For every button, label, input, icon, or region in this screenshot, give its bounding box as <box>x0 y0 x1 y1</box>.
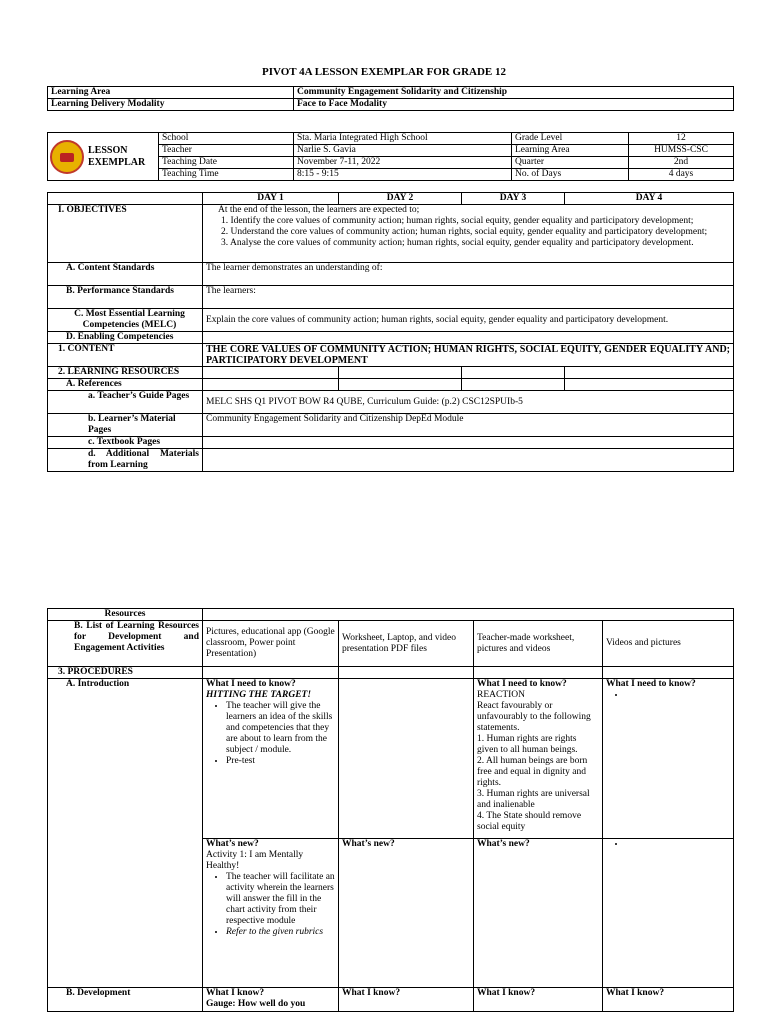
learners-material-label: b. Learner’s Material Pages <box>48 414 203 437</box>
day1-development <box>203 988 339 1012</box>
modality-label: Learning Delivery Modality <box>48 99 294 111</box>
day1-whats-new <box>203 839 339 988</box>
learning-area-label: Learning Area <box>48 87 294 99</box>
list-item: • Pre-test <box>226 756 335 767</box>
content-label: 1. CONTENT <box>48 344 203 367</box>
day1-intro-subheading: HITTING THE TARGET! <box>206 690 312 700</box>
day3-intro-line: React favourably or unfavourably to the following statements. <box>477 701 591 733</box>
content-value: THE CORE VALUES OF COMMUNITY ACTION; HUMAN RIGHTS, SOCIAL EQUITY, GENDER EQUALITY AND; PARTICIPATORY DEVELOPMENT <box>203 344 734 367</box>
objective-item: 1. Identify the core values of community action; human rights, social equity, gender equality and participatory development; <box>221 216 694 226</box>
day4-introduction <box>603 679 734 839</box>
day1-new-heading: What’s new? <box>206 839 259 849</box>
grade-value: 12 <box>629 133 734 145</box>
list-resources-label: B. List of Learning Resources for Development and Engagement Activities <box>48 621 203 667</box>
area-label: Learning Area <box>512 145 629 157</box>
list-resources-day2: Worksheet, Laptop, and video presentation PDF files <box>339 621 474 667</box>
list-item: • The teacher will facilitate an activity wherein the learners will answer the fill in the chart activity from their respective module <box>226 872 335 927</box>
day3-intro-line: 1. Human rights are rights given to all human beings. <box>477 734 578 755</box>
performance-standards-label: B. Performance Standards <box>48 286 203 309</box>
day1-header: DAY 1 <box>203 193 339 205</box>
procedures-label: 3. PROCEDURES <box>48 667 203 679</box>
day4-new-bullets <box>606 839 730 850</box>
header-table <box>47 86 734 111</box>
quarter-value: 2nd <box>629 157 734 169</box>
day3-intro-heading: What I need to know? <box>477 679 567 689</box>
day3-header: DAY 3 <box>462 193 565 205</box>
info-table <box>47 132 734 181</box>
day4-header: DAY 4 <box>565 193 734 205</box>
modality-value: Face to Face Modality <box>294 99 734 111</box>
resources-continued-label: Resources <box>48 609 203 621</box>
melc-value: Explain the core values of community action; human rights, social equity, gender equality and participatory development. <box>203 309 734 332</box>
day1-dev-heading: What I know? <box>206 988 265 998</box>
additional-materials-label: d. Additional Materials from Learning <box>48 449 203 472</box>
lesson-table-part2 <box>47 608 734 1012</box>
development-label: B. Development <box>48 988 203 1012</box>
introduction-label: A. Introduction <box>48 679 203 988</box>
list-resources-day3: Teacher-made worksheet, pictures and videos <box>474 621 603 667</box>
lesson-exemplar-cell <box>48 133 159 181</box>
list-resources-day1: Pictures, educational app (Google classroom, Power point Presentation) <box>203 621 339 667</box>
day3-introduction <box>474 679 603 839</box>
learners-material-value: Community Engagement Solidarity and Citizenship DepEd Module <box>203 414 734 437</box>
day4-intro-heading: What I need to know? <box>606 679 696 689</box>
textbook-label: c. Textbook Pages <box>48 437 203 449</box>
list-item <box>626 690 730 701</box>
day1-dev-subheading: Gauge: How well do you <box>206 999 306 1009</box>
area-value: HUMSS-CSC <box>629 145 734 157</box>
time-label: Teaching Time <box>159 169 294 181</box>
references-label: A. References <box>48 379 203 391</box>
day1-new-bullets <box>206 872 335 938</box>
objectives-label: I. OBJECTIVES <box>48 205 203 263</box>
teachers-guide-label: a. Teacher’s Guide Pages <box>48 391 203 414</box>
day2-dev-heading: What I know? <box>339 988 474 1012</box>
learning-resources-label: 2. LEARNING RESOURCES <box>48 367 203 379</box>
day2-new-heading: What’s new? <box>339 839 474 988</box>
deped-seal-logo <box>50 140 84 174</box>
teacher-value: Narlie S. Gavia <box>294 145 512 157</box>
day3-dev-heading: What I know? <box>474 988 603 1012</box>
objectives-content <box>203 205 734 263</box>
objective-item: 2. Understand the core values of community action; human rights, social equity, gender equality and participatory development; <box>221 227 708 237</box>
lesson-table-part1 <box>47 192 734 472</box>
teachers-guide-value: MELC SHS Q1 PIVOT BOW R4 QUBE, Curriculum Guide: (p.2) CSC12SPUIb-5 <box>203 391 734 414</box>
day1-new-activity: Activity 1: I am Mentally Healthy! <box>206 850 304 871</box>
day3-intro-line: 4. The State should remove social equity <box>477 811 582 832</box>
school-value: Sta. Maria Integrated High School <box>294 133 512 145</box>
day4-whats-new <box>603 839 734 988</box>
content-standards-label: A. Content Standards <box>48 263 203 286</box>
day3-intro-line: 2. All human beings are born free and equal in dignity and rights. <box>477 756 588 788</box>
time-value: 8:15 - 9:15 <box>294 169 512 181</box>
teacher-label: Teacher <box>159 145 294 157</box>
day2-header: DAY 2 <box>339 193 462 205</box>
objectives-intro: At the end of the lesson, the learners are expected to; <box>218 205 420 215</box>
page-title: PIVOT 4A LESSON EXEMPLAR FOR GRADE 12 <box>261 66 507 78</box>
day4-intro-bullets <box>606 690 730 701</box>
enabling-label: D. Enabling Competencies <box>48 332 203 344</box>
lesson-exemplar-label: LESSON EXEMPLAR <box>88 144 146 168</box>
content-standards-value: The learner demonstrates an understanding of: <box>203 263 734 286</box>
day4-dev-heading: What I know? <box>603 988 734 1012</box>
days-value: 4 days <box>629 169 734 181</box>
school-label: School <box>159 133 294 145</box>
day1-introduction <box>203 679 339 839</box>
list-item: • The teacher will give the learners an idea of the skills and competencies that they are about to learn from the subject / module. <box>226 701 335 756</box>
objective-item: 3. Analyse the core values of community action; human rights, social equity, gender equality and participatory development. <box>221 238 694 248</box>
day1-intro-heading: What I need to know? <box>206 679 296 689</box>
date-label: Teaching Date <box>159 157 294 169</box>
quarter-label: Quarter <box>512 157 629 169</box>
day1-intro-bullets <box>206 701 335 767</box>
learning-area-value: Community Engagement Solidarity and Citizenship <box>294 87 734 99</box>
melc-label: C. Most Essential Learning Competencies (MELC) <box>48 309 203 332</box>
list-resources-day4: Videos and pictures <box>603 621 734 667</box>
days-label: No. of Days <box>512 169 629 181</box>
list-item: • Refer to the given rubrics <box>226 927 335 938</box>
date-value: November 7-11, 2022 <box>294 157 512 169</box>
day3-intro-line: 3. Human rights are universal and inalienable <box>477 789 590 810</box>
performance-standards-value: The learners: <box>203 286 734 309</box>
day3-intro-line: REACTION <box>477 690 526 700</box>
grade-label: Grade Level <box>512 133 629 145</box>
list-item <box>626 839 730 850</box>
day3-new-heading: What’s new? <box>474 839 603 988</box>
